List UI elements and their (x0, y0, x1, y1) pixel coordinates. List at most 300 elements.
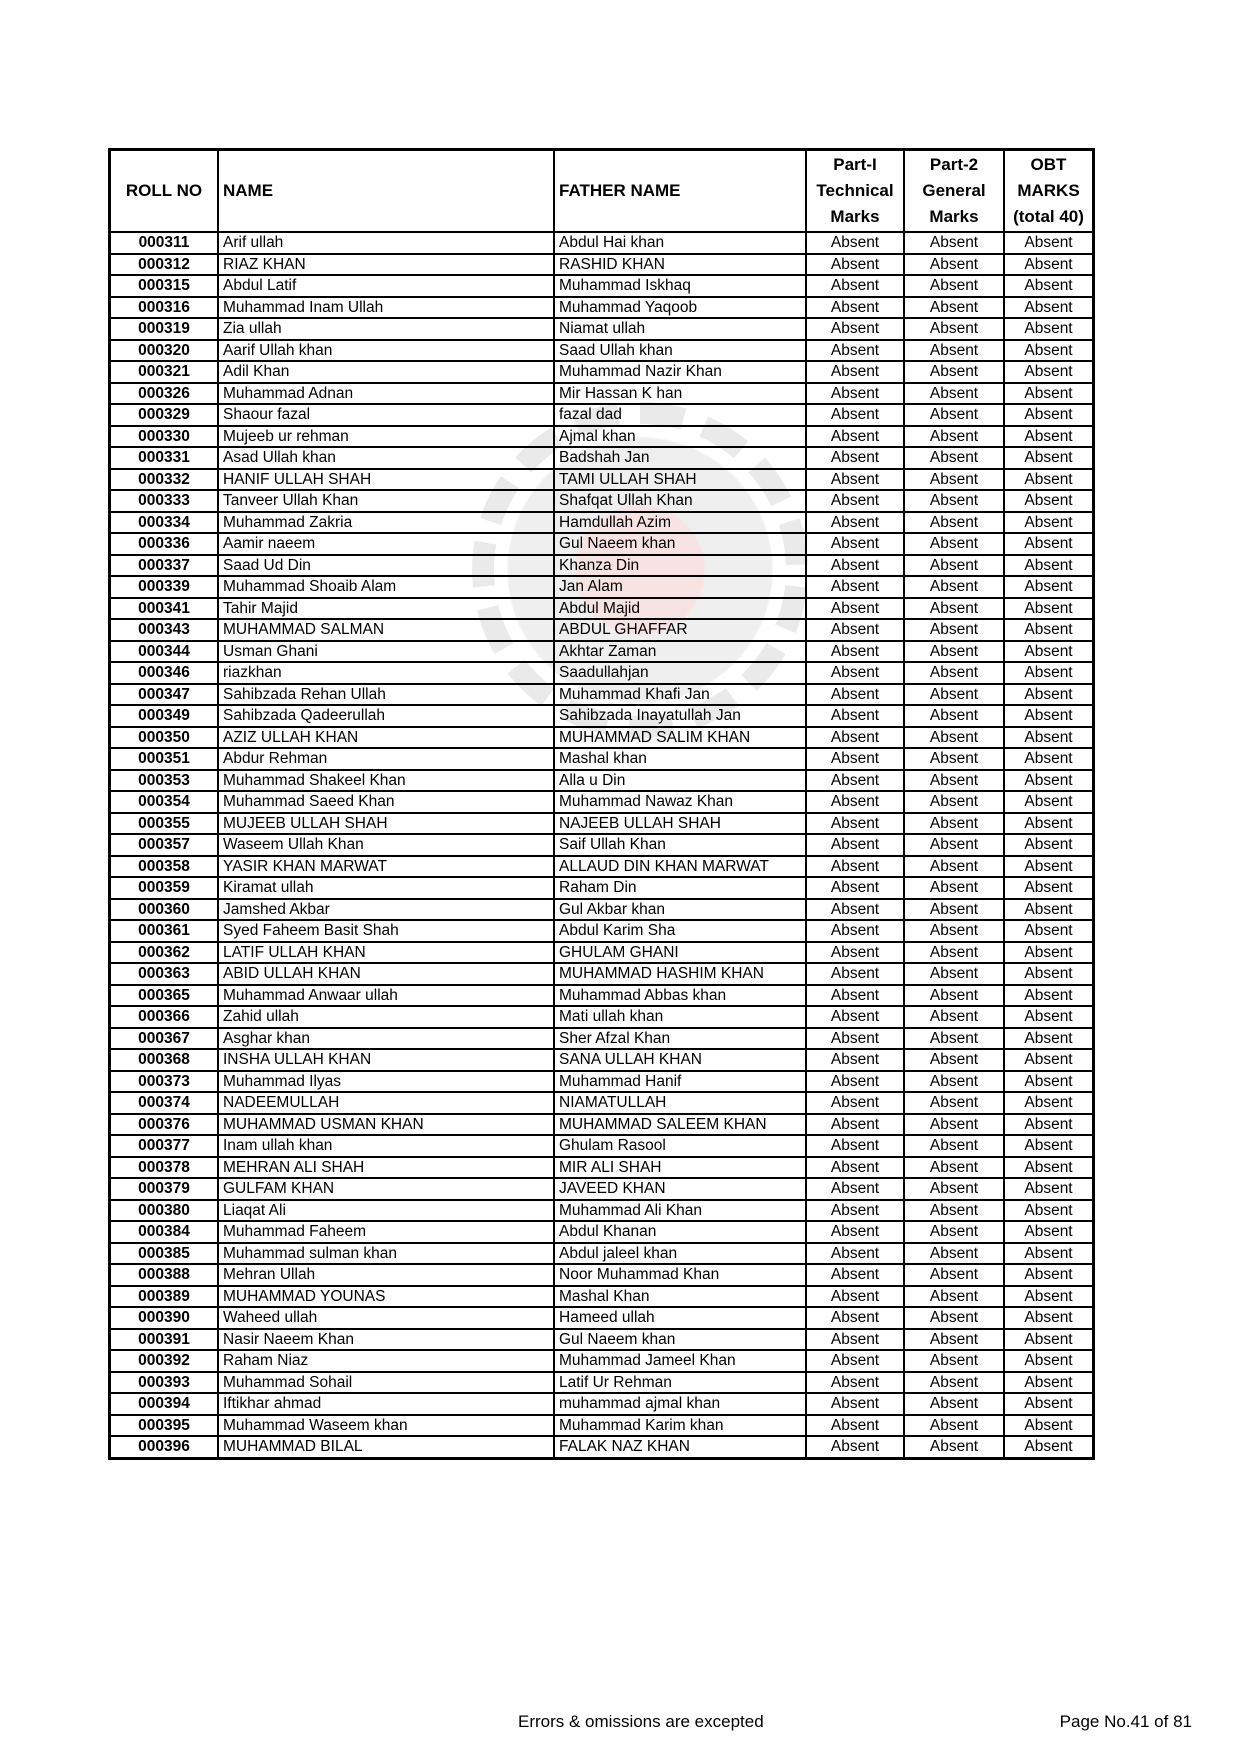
part1-marks-cell: Absent (806, 619, 904, 641)
part2-marks-cell: Absent (904, 297, 1004, 319)
part1-marks-cell: Absent (806, 1264, 904, 1286)
father-name-cell: Muhammad Nazir Khan (554, 361, 806, 383)
part1-marks-cell: Absent (806, 1178, 904, 1200)
name-cell: Muhammad sulman khan (218, 1243, 554, 1265)
roll-no-cell: 000396 (110, 1436, 219, 1458)
table-row (110, 361, 1094, 383)
table-row (110, 1393, 1094, 1415)
roll-no-cell: 000329 (110, 404, 219, 426)
part2-marks-cell: Absent (904, 469, 1004, 491)
father-name-cell: Gul Naeem khan (554, 533, 806, 555)
part2-marks-cell: Absent (904, 748, 1004, 770)
obt-marks-cell: Absent (1004, 1006, 1094, 1028)
part1-marks-cell: Absent (806, 1092, 904, 1114)
name-cell: MUHAMMAD BILAL (218, 1436, 554, 1458)
father-name-cell: Akhtar Zaman (554, 641, 806, 663)
name-cell: NADEEMULLAH (218, 1092, 554, 1114)
table-row (110, 1049, 1094, 1071)
roll-no-cell: 000321 (110, 361, 219, 383)
roll-no-cell: 000320 (110, 340, 219, 362)
father-name-cell: Hamdullah Azim (554, 512, 806, 534)
part2-marks-cell: Absent (904, 1200, 1004, 1222)
obt-marks-cell: Absent (1004, 619, 1094, 641)
roll-no-cell: 000326 (110, 383, 219, 405)
roll-no-cell: 000378 (110, 1157, 219, 1179)
part2-marks-cell: Absent (904, 877, 1004, 899)
name-cell: YASIR KHAN MARWAT (218, 856, 554, 878)
roll-no-cell: 000347 (110, 684, 219, 706)
part1-marks-cell: Absent (806, 791, 904, 813)
table-row (110, 1243, 1094, 1265)
obt-marks-cell: Absent (1004, 232, 1094, 254)
roll-no-cell: 000385 (110, 1243, 219, 1265)
table-row (110, 1350, 1094, 1372)
roll-no-cell: 000334 (110, 512, 219, 534)
part2-marks-cell: Absent (904, 404, 1004, 426)
part2-marks-cell: Absent (904, 899, 1004, 921)
father-name-cell: muhammad ajmal khan (554, 1393, 806, 1415)
roll-no-cell: 000350 (110, 727, 219, 749)
roll-no-cell: 000390 (110, 1307, 219, 1329)
table-row (110, 1006, 1094, 1028)
table-row (110, 641, 1094, 663)
part1-marks-cell: Absent (806, 555, 904, 577)
name-cell: Waseem Ullah Khan (218, 834, 554, 856)
table-row (110, 963, 1094, 985)
part1-marks-cell: Absent (806, 684, 904, 706)
roll-no-cell: 000330 (110, 426, 219, 448)
roll-no-cell: 000394 (110, 1393, 219, 1415)
name-cell: Arif ullah (218, 232, 554, 254)
father-name-cell: RASHID KHAN (554, 254, 806, 276)
table-row (110, 1307, 1094, 1329)
header-part2 (904, 150, 1004, 233)
table-row (110, 619, 1094, 641)
name-cell: Muhammad Waseem khan (218, 1415, 554, 1437)
father-name-cell: Noor Muhammad Khan (554, 1264, 806, 1286)
part1-marks-cell: Absent (806, 1393, 904, 1415)
part1-marks-cell: Absent (806, 1221, 904, 1243)
roll-no-cell: 000353 (110, 770, 219, 792)
obt-marks-cell: Absent (1004, 576, 1094, 598)
table-row (110, 1286, 1094, 1308)
part1-marks-cell: Absent (806, 297, 904, 319)
part2-marks-cell: Absent (904, 1264, 1004, 1286)
roll-no-cell: 000343 (110, 619, 219, 641)
table-row (110, 1092, 1094, 1114)
obt-marks-cell: Absent (1004, 1436, 1094, 1458)
obt-marks-cell: Absent (1004, 1372, 1094, 1394)
part2-marks-cell: Absent (904, 1178, 1004, 1200)
obt-marks-cell: Absent (1004, 490, 1094, 512)
roll-no-cell: 000367 (110, 1028, 219, 1050)
part1-marks-cell: Absent (806, 770, 904, 792)
table-row (110, 447, 1094, 469)
name-cell: Jamshed Akbar (218, 899, 554, 921)
roll-no-cell: 000354 (110, 791, 219, 813)
roll-no-cell: 000373 (110, 1071, 219, 1093)
table-row (110, 1221, 1094, 1243)
part1-marks-cell: Absent (806, 1436, 904, 1458)
part2-marks-cell: Absent (904, 447, 1004, 469)
table-row (110, 254, 1094, 276)
father-name-cell: TAMI ULLAH SHAH (554, 469, 806, 491)
father-name-cell: Mir Hassan K han (554, 383, 806, 405)
obt-marks-cell: Absent (1004, 1092, 1094, 1114)
father-name-cell: Muhammad Hanif (554, 1071, 806, 1093)
father-name-cell: Ajmal khan (554, 426, 806, 448)
roll-no-cell: 000395 (110, 1415, 219, 1437)
table-row (110, 533, 1094, 555)
part2-marks-cell: Absent (904, 1092, 1004, 1114)
obt-marks-cell: Absent (1004, 361, 1094, 383)
father-name-cell: ABDUL GHAFFAR (554, 619, 806, 641)
part1-marks-cell: Absent (806, 254, 904, 276)
obt-marks-cell: Absent (1004, 1157, 1094, 1179)
roll-no-cell: 000311 (110, 232, 219, 254)
header-part1-line: Marks (830, 207, 880, 226)
obt-marks-cell: Absent (1004, 426, 1094, 448)
name-cell: Tahir Majid (218, 598, 554, 620)
father-name-cell: Muhammad Khafi Jan (554, 684, 806, 706)
table-row (110, 705, 1094, 727)
roll-no-cell: 000392 (110, 1350, 219, 1372)
father-name-cell: Khanza Din (554, 555, 806, 577)
father-name-cell: Hameed ullah (554, 1307, 806, 1329)
header-part2-line: Part-2 (929, 155, 979, 174)
roll-no-cell: 000360 (110, 899, 219, 921)
obt-marks-cell: Absent (1004, 512, 1094, 534)
part2-marks-cell: Absent (904, 232, 1004, 254)
part1-marks-cell: Absent (806, 1157, 904, 1179)
name-cell: MUHAMMAD USMAN KHAN (218, 1114, 554, 1136)
obt-marks-cell: Absent (1004, 1114, 1094, 1136)
name-cell: LATIF ULLAH KHAN (218, 942, 554, 964)
part2-marks-cell: Absent (904, 619, 1004, 641)
roll-no-cell: 000357 (110, 834, 219, 856)
table-row (110, 834, 1094, 856)
part2-marks-cell: Absent (904, 791, 1004, 813)
table-row (110, 1372, 1094, 1394)
part1-marks-cell: Absent (806, 942, 904, 964)
father-name-cell: GHULAM GHANI (554, 942, 806, 964)
father-name-cell: MUHAMMAD SALEEM KHAN (554, 1114, 806, 1136)
table-header-row (110, 150, 1094, 233)
roll-no-cell: 000355 (110, 813, 219, 835)
part1-marks-cell: Absent (806, 275, 904, 297)
father-name-cell: FALAK NAZ KHAN (554, 1436, 806, 1458)
results-table (108, 148, 1095, 1460)
part1-marks-cell: Absent (806, 1200, 904, 1222)
father-name-cell: Muhammad Nawaz Khan (554, 791, 806, 813)
part2-marks-cell: Absent (904, 985, 1004, 1007)
roll-no-cell: 000359 (110, 877, 219, 899)
part1-marks-cell: Absent (806, 877, 904, 899)
roll-no-cell: 000389 (110, 1286, 219, 1308)
part2-marks-cell: Absent (904, 727, 1004, 749)
name-cell: Muhammad Shoaib Alam (218, 576, 554, 598)
header-part2-line: Marks (929, 207, 979, 226)
father-name-cell: Alla u Din (554, 770, 806, 792)
header-father-name: FATHER NAME (554, 150, 806, 233)
obt-marks-cell: Absent (1004, 598, 1094, 620)
part2-marks-cell: Absent (904, 705, 1004, 727)
obt-marks-cell: Absent (1004, 1049, 1094, 1071)
roll-no-cell: 000388 (110, 1264, 219, 1286)
name-cell: Waheed ullah (218, 1307, 554, 1329)
part2-marks-cell: Absent (904, 254, 1004, 276)
header-name: NAME (218, 150, 554, 233)
part1-marks-cell: Absent (806, 533, 904, 555)
part1-marks-cell: Absent (806, 705, 904, 727)
father-name-cell: Shafqat Ullah Khan (554, 490, 806, 512)
name-cell: ABID ULLAH KHAN (218, 963, 554, 985)
roll-no-cell: 000361 (110, 920, 219, 942)
part2-marks-cell: Absent (904, 1307, 1004, 1329)
father-name-cell: Mashal khan (554, 748, 806, 770)
father-name-cell: Latif Ur Rehman (554, 1372, 806, 1394)
table-row (110, 1114, 1094, 1136)
father-name-cell: Muhammad Yaqoob (554, 297, 806, 319)
name-cell: Mehran Ullah (218, 1264, 554, 1286)
obt-marks-cell: Absent (1004, 963, 1094, 985)
roll-no-cell: 000312 (110, 254, 219, 276)
obt-marks-cell: Absent (1004, 770, 1094, 792)
part1-marks-cell: Absent (806, 1135, 904, 1157)
roll-no-cell: 000363 (110, 963, 219, 985)
part2-marks-cell: Absent (904, 662, 1004, 684)
father-name-cell: MUHAMMAD SALIM KHAN (554, 727, 806, 749)
obt-marks-cell: Absent (1004, 877, 1094, 899)
roll-no-cell: 000331 (110, 447, 219, 469)
part1-marks-cell: Absent (806, 598, 904, 620)
obt-marks-cell: Absent (1004, 727, 1094, 749)
roll-no-cell: 000341 (110, 598, 219, 620)
roll-no-cell: 000337 (110, 555, 219, 577)
father-name-cell: Sher Afzal Khan (554, 1028, 806, 1050)
table-row (110, 297, 1094, 319)
name-cell: Sahibzada Qadeerullah (218, 705, 554, 727)
name-cell: Kiramat ullah (218, 877, 554, 899)
table-row (110, 856, 1094, 878)
obt-marks-cell: Absent (1004, 297, 1094, 319)
part2-marks-cell: Absent (904, 1436, 1004, 1458)
part2-marks-cell: Absent (904, 920, 1004, 942)
part2-marks-cell: Absent (904, 1071, 1004, 1093)
father-name-cell: fazal dad (554, 404, 806, 426)
part1-marks-cell: Absent (806, 1286, 904, 1308)
name-cell: Inam ullah khan (218, 1135, 554, 1157)
name-cell: Syed Faheem Basit Shah (218, 920, 554, 942)
part1-marks-cell: Absent (806, 426, 904, 448)
roll-no-cell: 000351 (110, 748, 219, 770)
obt-marks-cell: Absent (1004, 1329, 1094, 1351)
father-name-cell: Jan Alam (554, 576, 806, 598)
part1-marks-cell: Absent (806, 1372, 904, 1394)
table-row (110, 727, 1094, 749)
part1-marks-cell: Absent (806, 318, 904, 340)
table-row (110, 404, 1094, 426)
roll-no-cell: 000393 (110, 1372, 219, 1394)
part2-marks-cell: Absent (904, 1393, 1004, 1415)
table-row (110, 1157, 1094, 1179)
table-row (110, 383, 1094, 405)
obt-marks-cell: Absent (1004, 1307, 1094, 1329)
name-cell: Sahibzada Rehan Ullah (218, 684, 554, 706)
roll-no-cell: 000333 (110, 490, 219, 512)
table-row (110, 748, 1094, 770)
name-cell: MUJEEB ULLAH SHAH (218, 813, 554, 835)
name-cell: Muhammad Sohail (218, 1372, 554, 1394)
part1-marks-cell: Absent (806, 748, 904, 770)
obt-marks-cell: Absent (1004, 404, 1094, 426)
name-cell: Shaour fazal (218, 404, 554, 426)
name-cell: Zahid ullah (218, 1006, 554, 1028)
roll-no-cell: 000384 (110, 1221, 219, 1243)
name-cell: Asad Ullah khan (218, 447, 554, 469)
name-cell: Muhammad Anwaar ullah (218, 985, 554, 1007)
obt-marks-cell: Absent (1004, 748, 1094, 770)
table-row (110, 1071, 1094, 1093)
name-cell: Nasir Naeem Khan (218, 1329, 554, 1351)
part1-marks-cell: Absent (806, 641, 904, 663)
obt-marks-cell: Absent (1004, 318, 1094, 340)
father-name-cell: Badshah Jan (554, 447, 806, 469)
roll-no-cell: 000377 (110, 1135, 219, 1157)
name-cell: Mujeeb ur rehman (218, 426, 554, 448)
name-cell: Abdur Rehman (218, 748, 554, 770)
obt-marks-cell: Absent (1004, 813, 1094, 835)
table-row (110, 1329, 1094, 1351)
part1-marks-cell: Absent (806, 447, 904, 469)
name-cell: GULFAM KHAN (218, 1178, 554, 1200)
part2-marks-cell: Absent (904, 318, 1004, 340)
name-cell: Saad Ud Din (218, 555, 554, 577)
header-obt-marks (1004, 150, 1094, 233)
roll-no-cell: 000362 (110, 942, 219, 964)
father-name-cell: Abdul Majid (554, 598, 806, 620)
part2-marks-cell: Absent (904, 1049, 1004, 1071)
part1-marks-cell: Absent (806, 1071, 904, 1093)
part2-marks-cell: Absent (904, 512, 1004, 534)
obt-marks-cell: Absent (1004, 1350, 1094, 1372)
obt-marks-cell: Absent (1004, 533, 1094, 555)
part1-marks-cell: Absent (806, 490, 904, 512)
obt-marks-cell: Absent (1004, 920, 1094, 942)
roll-no-cell: 000316 (110, 297, 219, 319)
part2-marks-cell: Absent (904, 1415, 1004, 1437)
part2-marks-cell: Absent (904, 1157, 1004, 1179)
name-cell: HANIF ULLAH SHAH (218, 469, 554, 491)
obt-marks-cell: Absent (1004, 1221, 1094, 1243)
name-cell: MEHRAN ALI SHAH (218, 1157, 554, 1179)
obt-marks-cell: Absent (1004, 1393, 1094, 1415)
part2-marks-cell: Absent (904, 1135, 1004, 1157)
name-cell: INSHA ULLAH KHAN (218, 1049, 554, 1071)
page-number: Page No.41 of 81 (1059, 1712, 1192, 1731)
part2-marks-cell: Absent (904, 361, 1004, 383)
table-row (110, 1178, 1094, 1200)
footer-note: Errors & omissions are excepted (518, 1712, 764, 1731)
father-name-cell: Muhammad Abbas khan (554, 985, 806, 1007)
obt-marks-cell: Absent (1004, 383, 1094, 405)
roll-no-cell: 000358 (110, 856, 219, 878)
header-part1-line: Part-I (833, 155, 877, 174)
header-part2-line: General (922, 181, 986, 200)
father-name-cell: Muhammad Iskhaq (554, 275, 806, 297)
roll-no-cell: 000366 (110, 1006, 219, 1028)
table-row (110, 813, 1094, 835)
part1-marks-cell: Absent (806, 340, 904, 362)
part1-marks-cell: Absent (806, 920, 904, 942)
part2-marks-cell: Absent (904, 275, 1004, 297)
part1-marks-cell: Absent (806, 1028, 904, 1050)
father-name-cell: Sahibzada Inayatullah Jan (554, 705, 806, 727)
part2-marks-cell: Absent (904, 340, 1004, 362)
part1-marks-cell: Absent (806, 361, 904, 383)
part2-marks-cell: Absent (904, 770, 1004, 792)
father-name-cell: Muhammad Jameel Khan (554, 1350, 806, 1372)
part2-marks-cell: Absent (904, 1286, 1004, 1308)
header-obt-line: OBT (1030, 155, 1067, 174)
name-cell: Adil Khan (218, 361, 554, 383)
roll-no-cell: 000379 (110, 1178, 219, 1200)
part2-marks-cell: Absent (904, 856, 1004, 878)
father-name-cell: Saadullahjan (554, 662, 806, 684)
part2-marks-cell: Absent (904, 383, 1004, 405)
roll-no-cell: 000365 (110, 985, 219, 1007)
header-part1 (806, 150, 904, 233)
part2-marks-cell: Absent (904, 942, 1004, 964)
table-row (110, 490, 1094, 512)
part1-marks-cell: Absent (806, 1350, 904, 1372)
father-name-cell: Abdul Khanan (554, 1221, 806, 1243)
obt-marks-cell: Absent (1004, 1028, 1094, 1050)
obt-marks-cell: Absent (1004, 662, 1094, 684)
name-cell: Muhammad Adnan (218, 383, 554, 405)
table-row (110, 791, 1094, 813)
part2-marks-cell: Absent (904, 684, 1004, 706)
table-row (110, 1436, 1094, 1458)
table-row (110, 598, 1094, 620)
header-part1-line: Technical (816, 181, 894, 200)
roll-no-cell: 000332 (110, 469, 219, 491)
name-cell: riazkhan (218, 662, 554, 684)
obt-marks-cell: Absent (1004, 1178, 1094, 1200)
obt-marks-cell: Absent (1004, 985, 1094, 1007)
name-cell: Raham Niaz (218, 1350, 554, 1372)
roll-no-cell: 000349 (110, 705, 219, 727)
part2-marks-cell: Absent (904, 641, 1004, 663)
name-cell: AZIZ ULLAH KHAN (218, 727, 554, 749)
obt-marks-cell: Absent (1004, 1243, 1094, 1265)
table-row (110, 1264, 1094, 1286)
part2-marks-cell: Absent (904, 576, 1004, 598)
part1-marks-cell: Absent (806, 576, 904, 598)
part1-marks-cell: Absent (806, 232, 904, 254)
name-cell: Muhammad Zakria (218, 512, 554, 534)
table-row (110, 662, 1094, 684)
table-row (110, 340, 1094, 362)
father-name-cell: Raham Din (554, 877, 806, 899)
part1-marks-cell: Absent (806, 1006, 904, 1028)
obt-marks-cell: Absent (1004, 555, 1094, 577)
name-cell: Iftikhar ahmad (218, 1393, 554, 1415)
part2-marks-cell: Absent (904, 1028, 1004, 1050)
name-cell: Zia ullah (218, 318, 554, 340)
father-name-cell: Abdul Karim Sha (554, 920, 806, 942)
table-row (110, 555, 1094, 577)
